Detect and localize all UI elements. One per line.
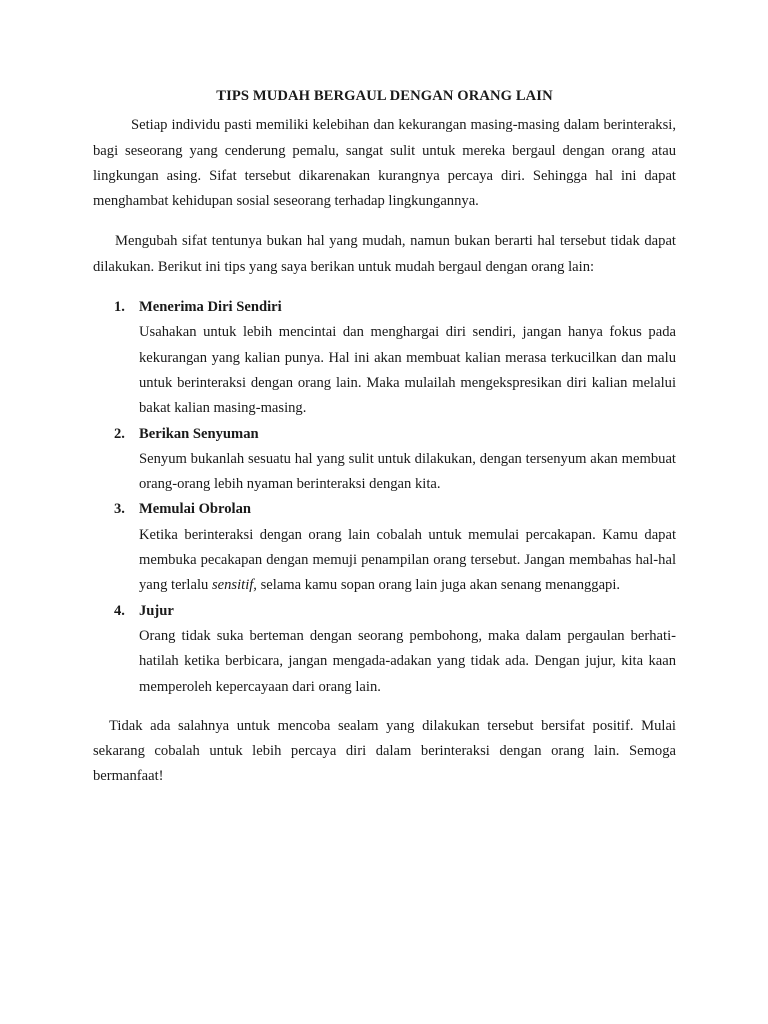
tip-title: Menerima Diri Sendiri: [139, 299, 282, 316]
closing-paragraph: Tidak ada salahnya untuk mencoba sealam yang dilakukan tersebut bersifat positif. Mulai sekarang cobalah untuk lebih percaya diri dalam berinteraksi dengan orang lain. Semoga bermanfaat!: [93, 717, 676, 785]
tip-body: Orang tidak suka berteman dengan seorang pembohong, maka dalam pergaulan berhati-hatilah ketika berbicara, jangan mengada-adakan yang tidak ada. Dengan jujur, kita kaan memperoleh kepercayaan dari orang lain.: [139, 627, 676, 695]
tip-body-italic-term: sensitif,: [211, 577, 257, 594]
tip-item-1: [93, 295, 676, 421]
tip-body: [139, 523, 676, 599]
document-content: [93, 84, 676, 805]
tip-body-text: selama kamu sopan orang lain juga akan senang menanggapi.: [256, 577, 621, 594]
tip-number: 2.: [114, 425, 125, 442]
tip-body: Senyum bukanlah sesuatu hal yang sulit untuk dilakukan, dengan tersenyum akan membuat orang-orang lebih nyaman berinteraksi dengan kita.: [139, 450, 676, 493]
tip-body-text: Ketika berinteraksi dengan orang lain cobalah untuk memulai percakapan. Kamu dapat membuka pecakapan dengan memuji penampilan orang tersebut. Jangan membahas hal-hal yang terlalu: [139, 526, 676, 594]
tip-title: Jujur: [139, 602, 174, 619]
tip-item-4: [93, 599, 676, 700]
tip-number: 3.: [114, 501, 125, 518]
tip-title: Berikan Senyuman: [139, 425, 259, 442]
tip-number: 1.: [114, 299, 125, 316]
tip-item-2: [93, 422, 676, 498]
intro-paragraph-2: Mengubah sifat tentunya bukan hal yang mudah, namun bukan berarti hal tersebut tidak dapat dilakukan. Berikut ini tips yang saya berikan untuk mudah bergaul dengan orang lain:: [93, 233, 676, 275]
intro-paragraph-1: Setiap individu pasti memiliki kelebihan dan kekurangan masing-masing dalam berinteraksi, bagi seseorang yang cenderung pemalu, sangat sulit untuk mereka bergaul dengan orang atau lingkungan asing. Sifat tersebut dikarenakan kurangnya percaya diri. Sehingga hal ini dapat menghambat kehidupan sosial seseorang terhadap lingkungannya.: [93, 117, 676, 210]
tip-item-3: [93, 497, 676, 598]
tip-title: Memulai Obrolan: [139, 501, 252, 518]
tip-number: 4.: [114, 602, 125, 619]
tip-body: Usahakan untuk lebih mencintai dan menghargai diri sendiri, jangan hanya fokus pada kekurangan yang kalian punya. Hal ini akan membuat kalian merasa terkucilkan dan malu untuk berinteraksi dengan orang lain. Maka mulailah mengekspresikan diri kalian melalui bakat kalian masing-masing.: [139, 324, 676, 417]
document-title: TIPS MUDAH BERGAUL DENGAN ORANG LAIN: [216, 88, 553, 104]
tips-list: [93, 295, 676, 700]
